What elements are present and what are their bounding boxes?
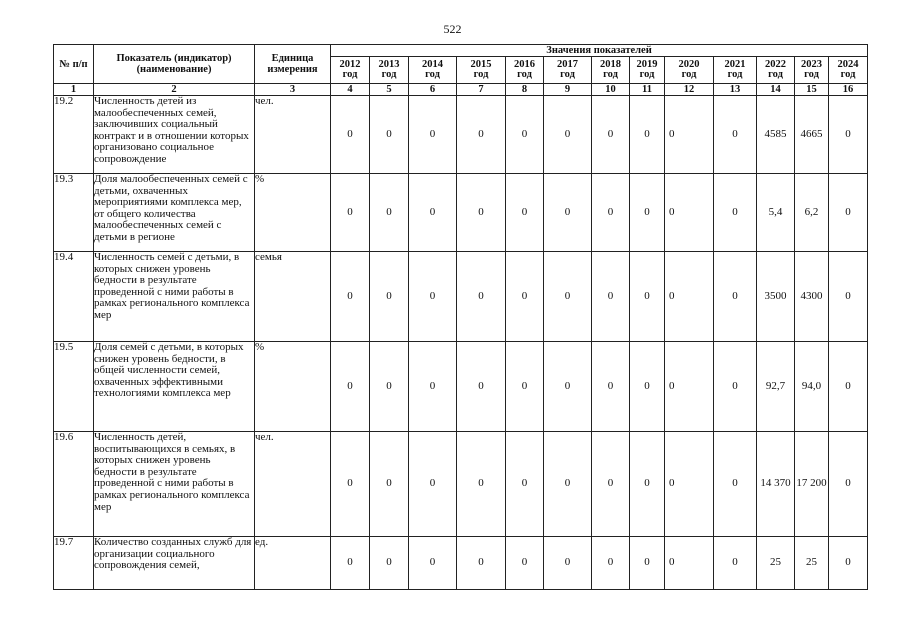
row-number: 19.6 <box>54 432 94 537</box>
value-cell-2012: 0 <box>331 342 370 432</box>
value-cell-2012: 0 <box>331 174 370 252</box>
indicator-name: Доля семей с детьми, в которых снижен уровень бедности, в общей численности семей, охваченных эффективными технологиями комплекса мер <box>94 342 255 432</box>
value-cell-2016: 0 <box>506 174 544 252</box>
value-cell-2012: 0 <box>331 537 370 590</box>
header-year-suffix: год <box>804 69 819 80</box>
table-row <box>54 432 868 537</box>
indicator-name: Доля малообеспеченных семей с детьми, охваченных мероприятиями комплекса мер, от общего количества малообеспеченных семей с детьми в регионе <box>94 174 255 252</box>
value-cell-2020: 0 <box>665 432 714 537</box>
header-year-2020 <box>665 57 714 84</box>
value-cell-2018: 0 <box>592 252 630 342</box>
value-cell-2024: 0 <box>829 174 868 252</box>
header-year-label: 2019 <box>636 58 658 70</box>
value-cell-2020: 0 <box>665 174 714 252</box>
header-year-label: 2021 <box>724 58 746 70</box>
header-year-suffix: год <box>560 69 575 80</box>
value-cell-2019: 0 <box>630 174 665 252</box>
value-cell-2020: 0 <box>665 252 714 342</box>
header-year-suffix: год <box>639 69 655 80</box>
indicator-name: Численность семей с детьми, в которых снижен уровень бедности в результате проведенной с ними работы в рамках регионального комплекса мер <box>94 252 255 342</box>
column-numbers-row <box>54 84 868 96</box>
value-cell-2018: 0 <box>592 174 630 252</box>
header-year-suffix: год <box>840 69 856 80</box>
row-number: 19.5 <box>54 342 94 432</box>
column-number: 1 <box>54 84 94 96</box>
value-cell-2018: 0 <box>592 342 630 432</box>
value-cell-2019: 0 <box>630 537 665 590</box>
value-cell-2018: 0 <box>592 432 630 537</box>
column-number: 11 <box>630 84 665 96</box>
value-cell-2012: 0 <box>331 252 370 342</box>
value-cell-2013: 0 <box>370 432 409 537</box>
column-number: 14 <box>757 84 795 96</box>
header-year-2012 <box>331 57 370 84</box>
header-indicator: Показатель (индикатор) (наименование) <box>94 45 255 84</box>
header-year-label: 2016 <box>514 58 535 70</box>
header-year-2013 <box>370 57 409 84</box>
value-cell-2015: 0 <box>457 342 506 432</box>
column-number: 8 <box>506 84 544 96</box>
value-cell-2023: 4665 <box>795 96 829 174</box>
value-cell-2018: 0 <box>592 96 630 174</box>
value-cell-2017: 0 <box>544 342 592 432</box>
value-cell-2020: 0 <box>665 96 714 174</box>
header-year-2022 <box>757 57 795 84</box>
header-year-label: 2022 <box>765 58 786 70</box>
header-year-suffix: год <box>517 69 532 80</box>
header-year-suffix: год <box>768 69 783 80</box>
value-cell-2014: 0 <box>409 342 457 432</box>
header-year-label: 2013 <box>378 58 400 70</box>
value-cell-2017: 0 <box>544 96 592 174</box>
value-cell-2021: 0 <box>714 252 757 342</box>
header-year-label: 2024 <box>837 58 859 70</box>
indicator-name: Численность детей из малообеспеченных семей, заключивших социальный контракт и в отношении которых организовано социальное сопровождение <box>94 96 255 174</box>
value-cell-2022: 14 370 <box>757 432 795 537</box>
row-number: 19.7 <box>54 537 94 590</box>
column-number: 3 <box>255 84 331 96</box>
value-cell-2016: 0 <box>506 432 544 537</box>
header-year-suffix: год <box>473 69 489 80</box>
value-cell-2017: 0 <box>544 174 592 252</box>
header-year-label: 2012 <box>339 58 361 70</box>
value-cell-2015: 0 <box>457 432 506 537</box>
value-cell-2023: 17 200 <box>795 432 829 537</box>
value-cell-2019: 0 <box>630 432 665 537</box>
header-year-2017 <box>544 57 592 84</box>
indicator-name: Количество созданных служб для организации социального сопровождения семей, <box>94 537 255 590</box>
value-cell-2017: 0 <box>544 537 592 590</box>
value-cell-2021: 0 <box>714 432 757 537</box>
value-cell-2015: 0 <box>457 537 506 590</box>
value-cell-2016: 0 <box>506 252 544 342</box>
indicator-name: Численность детей, воспитывающихся в семьях, в которых снижен уровень бедности в результате проведенной с ними работы в рамках регионального комплекса мер <box>94 432 255 537</box>
value-cell-2021: 0 <box>714 342 757 432</box>
value-cell-2014: 0 <box>409 432 457 537</box>
column-number: 10 <box>592 84 630 96</box>
column-number: 15 <box>795 84 829 96</box>
value-cell-2021: 0 <box>714 96 757 174</box>
header-year-label: 2015 <box>470 58 492 70</box>
value-cell-2016: 0 <box>506 342 544 432</box>
table-row <box>54 537 868 590</box>
value-cell-2014: 0 <box>409 174 457 252</box>
value-cell-2013: 0 <box>370 537 409 590</box>
table-body <box>54 96 868 590</box>
value-cell-2023: 6,2 <box>795 174 829 252</box>
value-cell-2020: 0 <box>665 537 714 590</box>
value-cell-2024: 0 <box>829 537 868 590</box>
column-number: 5 <box>370 84 409 96</box>
value-cell-2021: 0 <box>714 537 757 590</box>
header-values-group: Значения показателей <box>331 45 868 57</box>
value-cell-2014: 0 <box>409 252 457 342</box>
header-year-label: 2017 <box>557 58 578 70</box>
unit-cell: % <box>255 174 331 252</box>
table-row <box>54 342 868 432</box>
value-cell-2016: 0 <box>506 96 544 174</box>
unit-cell: % <box>255 342 331 432</box>
value-cell-2022: 5,4 <box>757 174 795 252</box>
value-cell-2014: 0 <box>409 537 457 590</box>
header-year-suffix: год <box>603 69 618 80</box>
column-number: 4 <box>331 84 370 96</box>
value-cell-2023: 94,0 <box>795 342 829 432</box>
header-year-2016 <box>506 57 544 84</box>
unit-cell: чел. <box>255 96 331 174</box>
header-year-2024 <box>829 57 868 84</box>
value-cell-2022: 92,7 <box>757 342 795 432</box>
value-cell-2023: 25 <box>795 537 829 590</box>
header-year-2021 <box>714 57 757 84</box>
header-num: № п/п <box>54 45 94 84</box>
header-year-suffix: год <box>727 69 743 80</box>
row-number: 19.2 <box>54 96 94 174</box>
column-number: 16 <box>829 84 868 96</box>
indicators-table <box>53 44 868 590</box>
header-year-2014 <box>409 57 457 84</box>
header-year-label: 2020 <box>678 58 700 70</box>
table-row <box>54 252 868 342</box>
value-cell-2019: 0 <box>630 342 665 432</box>
unit-cell: ед. <box>255 537 331 590</box>
column-number: 13 <box>714 84 757 96</box>
header-year-label: 2018 <box>600 58 621 70</box>
unit-cell: семья <box>255 252 331 342</box>
value-cell-2018: 0 <box>592 537 630 590</box>
table-row <box>54 174 868 252</box>
value-cell-2024: 0 <box>829 342 868 432</box>
value-cell-2014: 0 <box>409 96 457 174</box>
value-cell-2022: 3500 <box>757 252 795 342</box>
value-cell-2017: 0 <box>544 252 592 342</box>
value-cell-2015: 0 <box>457 174 506 252</box>
value-cell-2013: 0 <box>370 342 409 432</box>
value-cell-2013: 0 <box>370 96 409 174</box>
value-cell-2021: 0 <box>714 174 757 252</box>
column-number: 2 <box>94 84 255 96</box>
column-number: 9 <box>544 84 592 96</box>
header-unit: Единица измерения <box>255 45 331 84</box>
value-cell-2022: 4585 <box>757 96 795 174</box>
header-year-2019 <box>630 57 665 84</box>
header-year-2018 <box>592 57 630 84</box>
value-cell-2024: 0 <box>829 96 868 174</box>
value-cell-2016: 0 <box>506 537 544 590</box>
header-year-suffix: год <box>342 69 358 80</box>
column-number: 7 <box>457 84 506 96</box>
value-cell-2015: 0 <box>457 96 506 174</box>
row-number: 19.4 <box>54 252 94 342</box>
table-row <box>54 96 868 174</box>
column-number: 6 <box>409 84 457 96</box>
header-year-suffix: год <box>681 69 697 80</box>
column-number: 12 <box>665 84 714 96</box>
unit-cell: чел. <box>255 432 331 537</box>
header-year-2015 <box>457 57 506 84</box>
value-cell-2013: 0 <box>370 174 409 252</box>
row-number: 19.3 <box>54 174 94 252</box>
value-cell-2015: 0 <box>457 252 506 342</box>
value-cell-2023: 4300 <box>795 252 829 342</box>
page-number: 522 <box>443 22 462 36</box>
value-cell-2012: 0 <box>331 432 370 537</box>
value-cell-2012: 0 <box>331 96 370 174</box>
value-cell-2019: 0 <box>630 96 665 174</box>
value-cell-2017: 0 <box>544 432 592 537</box>
value-cell-2013: 0 <box>370 252 409 342</box>
value-cell-2022: 25 <box>757 537 795 590</box>
value-cell-2024: 0 <box>829 432 868 537</box>
header-year-suffix: год <box>425 69 440 80</box>
header-year-suffix: год <box>381 69 397 80</box>
header-year-label: 2023 <box>801 58 822 70</box>
value-cell-2020: 0 <box>665 342 714 432</box>
header-year-label: 2014 <box>422 58 443 70</box>
value-cell-2024: 0 <box>829 252 868 342</box>
value-cell-2019: 0 <box>630 252 665 342</box>
header-year-2023 <box>795 57 829 84</box>
